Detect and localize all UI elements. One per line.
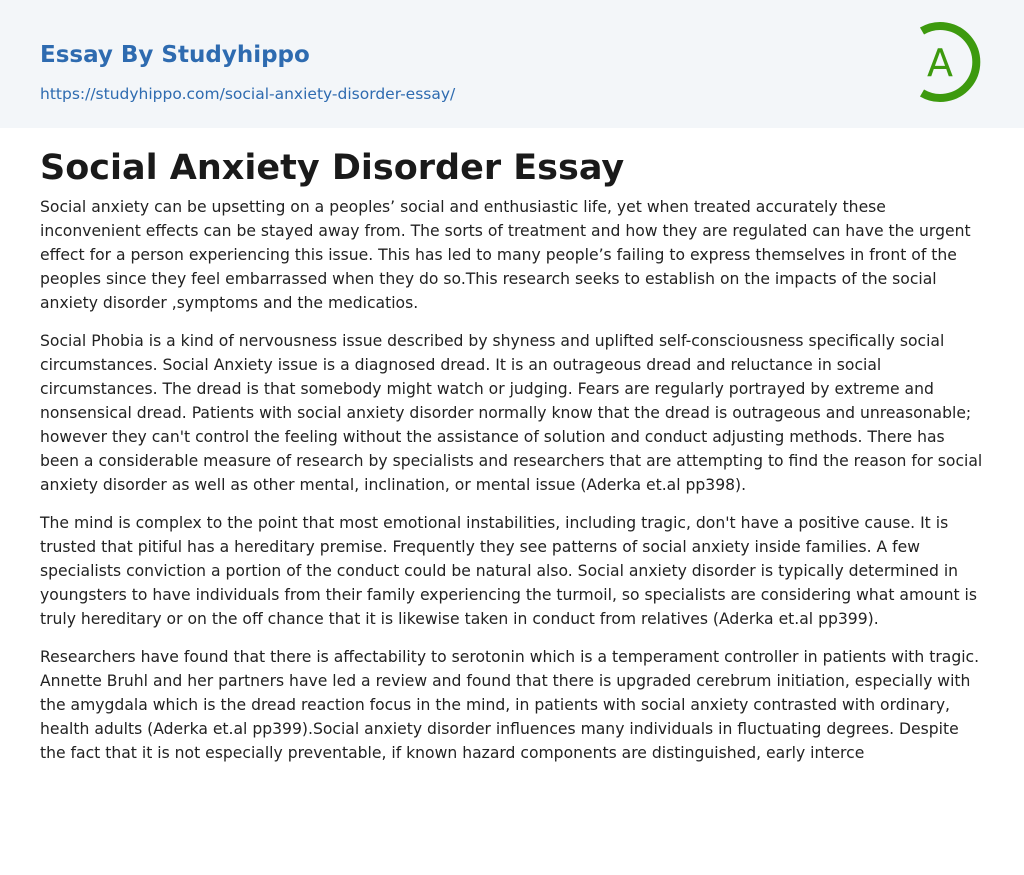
essay-paragraph: Social anxiety can be upsetting on a peoples’ social and enthusiastic life, yet when treated accurately these inconvenient effects can be stayed away from. The sorts of treatment and how they are regulated can have the urgent effect for a person experiencing this issue. This has led to many people’s failing to express themselves in front of the peoples since they feel embarrassed when they do so.This research seeks to establish on the impacts of the social anxiety disorder ,symptoms and the medicatios. xyxy=(40,198,971,312)
essay-paragraph: Researchers have found that there is affectability to serotonin which is a temperament controller in patients with tragic. Annette Bruhl and her partners have led a review and found that there is upgraded cerebrum initiation, especially with the amygdala which is the dread reaction focus in the mind, in patients with social anxiety contrasted with ordinary, health adults (Aderka et.al pp399).Social anxiety disorder influences many individuals in fluctuating degrees. Despite the fact that it is not especially preventable, if known hazard components are distinguished, early interce xyxy=(40,648,980,762)
essay-paragraph: Social Phobia is a kind of nervousness issue described by shyness and uplifted self-consciousness specifically social circumstances. Social Anxiety issue is a diagnosed dread. It is an outrageous dread and reluctance in social circumstances. The dread is that somebody might watch or judging. Fears are regularly portrayed by extreme and nonsensical dread. Patients with social anxiety disorder normally know that the dread is outrageous and unreasonable; however they can't control the feeling without the assistance of solution and conduct adjusting methods. There has been a considerable measure of research by specialists and researchers that are attempting to find the reason for social anxiety disorder as well as other mental, inclination, or mental issue (Aderka et.al pp398). xyxy=(40,332,983,494)
essay-body xyxy=(40,195,985,779)
essay-paragraph: The mind is complex to the point that most emotional instabilities, including tragic, don't have a positive cause. It is trusted that pitiful has a hereditary premise. Frequently they see patterns of social anxiety inside families. A few specialists conviction a portion of the conduct could be natural also. Social anxiety disorder is typically determined in youngsters to have individuals from their family experiencing the turmoil, so specialists are considering what amount is truly hereditary or on the off chance that it is likewise taken in conduct from relatives (Aderka et.al pp399). xyxy=(40,514,977,628)
svg-text:A: A xyxy=(927,41,953,85)
page-title: Social Anxiety Disorder Essay xyxy=(40,148,625,188)
studyhippo-logo-icon xyxy=(912,19,986,105)
brand-title: Essay By Studyhippo xyxy=(40,42,310,68)
source-url-link[interactable]: https://studyhippo.com/social-anxiety-disorder-essay/ xyxy=(40,85,456,103)
